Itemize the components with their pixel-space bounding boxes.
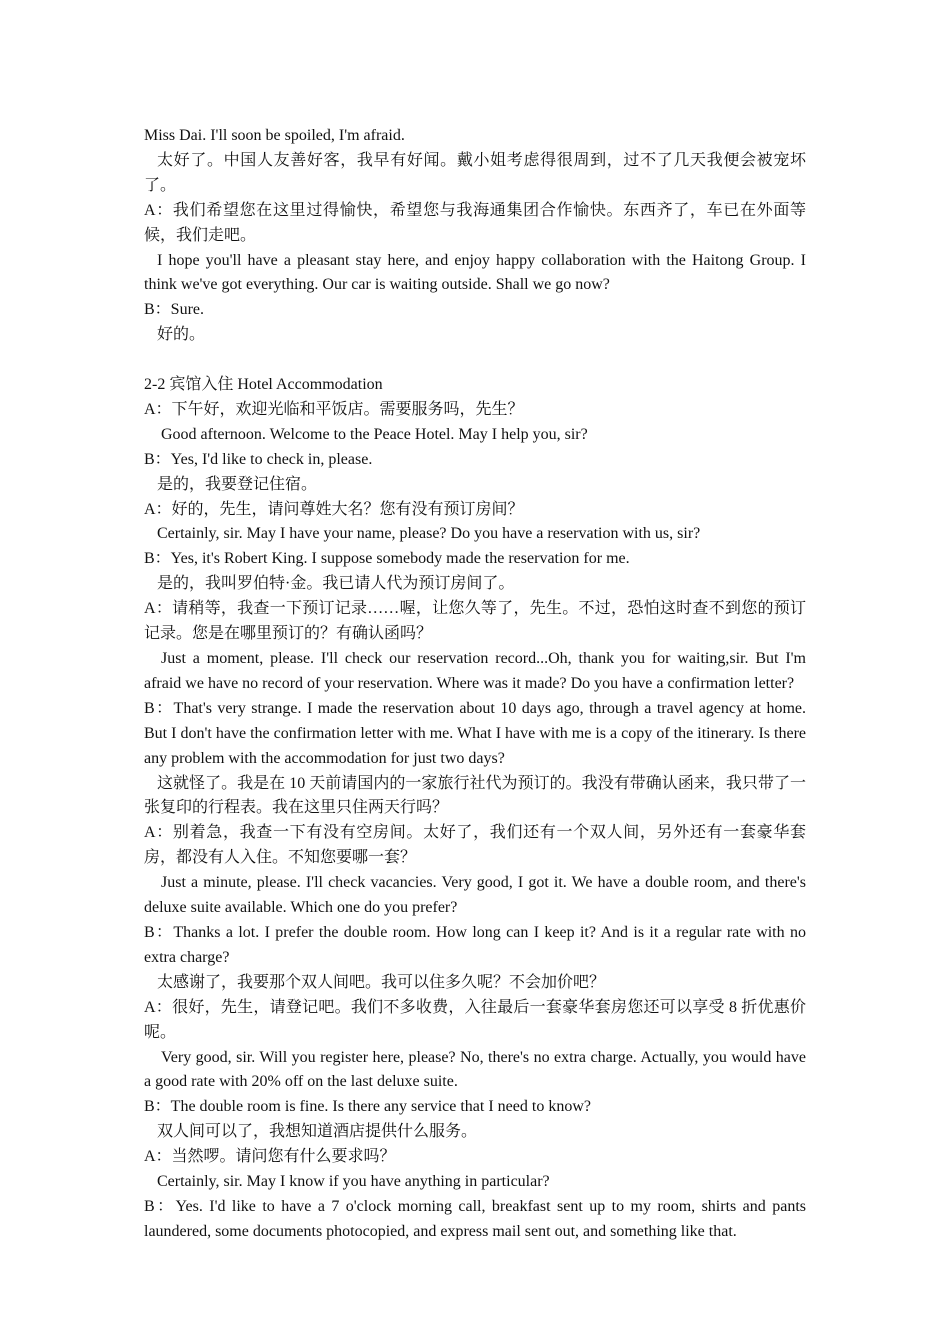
dialogue-line-english: I hope you'll have a pleasant stay here, and enjoy happy collaboration with the Haitong Group. I think we've got everything. Our car is waiting outside. Shall we go now?: [144, 251, 806, 294]
dialogue-line-speaker-a: A：请稍等，我查一下预订记录……喔，让您久等了，先生。不过，恐怕这时查不到您的预订记录。您是在哪里预订的？有确认函吗？: [144, 600, 806, 643]
dialogue-line-english: Just a moment, please. I'll check our reservation record...Oh, thank you for waiting,sir. But I'm afraid we have no record of your reservation. Where was it made? Do you have a confirmation letter?: [144, 650, 806, 692]
dialogue-line-english: Very good, sir. Will you register here, please? No, there's no extra charge. Actually, you would have a good rate with 20% off on the last deluxe suite.: [144, 1048, 806, 1091]
document-body: [144, 124, 806, 1245]
dialogue-line-speaker-b: B：That's very strange. I made the reservation about 10 days ago, through a travel agency at home. But I don't have the confirmation letter with me. What I have with me is a copy of the itinerary. Is there any problem with the accommodation for just two days?: [144, 699, 806, 767]
dialogue-line-speaker-a: A：当然啰。请问您有什么要求吗？: [144, 1148, 396, 1166]
dialogue-line-english: Miss Dai. I'll soon be spoiled, I'm afraid.: [144, 127, 405, 144]
section-heading: 2-2 宾馆入住 Hotel Accommodation: [144, 376, 383, 394]
dialogue-line-chinese: 是的，我要登记住宿。: [157, 475, 318, 493]
dialogue-line-chinese: 这就怪了。我是在 10 天前请国内的一家旅行社代为预订的。我没有带确认函来，我只带了一张复印的行程表。我在这里只住两天行吗？: [144, 774, 806, 817]
dialogue-line-speaker-a: A：很好，先生，请登记吧。我们不多收费，入往最后一套豪华套房您还可以享受 8 折优惠价呢。: [144, 998, 806, 1041]
dialogue-line-speaker-a: A：我们希望您在这里过得愉快，希望您与我海通集团合作愉快。东西齐了，车已在外面等候，我们走吧。: [144, 201, 806, 244]
dialogue-line-english: Certainly, sir. May I know if you have anything in particular?: [157, 1173, 550, 1191]
dialogue-line-english: Just a minute, please. I'll check vacancies. Very good, I got it. We have a double room, and there's deluxe suite available. Which one do you prefer?: [144, 874, 806, 917]
dialogue-line-speaker-b: B：Yes. I'd like to have a 7 o'clock morning call, breakfast sent up to my room, shirts and pants laundered, some documents photocopied, and express mail sent out, and something like that.: [144, 1197, 806, 1240]
dialogue-line-speaker-b: B：Sure.: [144, 301, 205, 319]
dialogue-line-chinese: 太好了。中国人友善好客，我早有好闻。戴小姐考虑得很周到，过不了几天我便会被宠坏了。: [144, 151, 806, 194]
dialogue-line-speaker-b: B：Yes, it's Robert King. I suppose somebody made the reservation for me.: [144, 550, 630, 568]
dialogue-line-chinese: 是的，我叫罗伯特·金。我已请人代为预订房间了。: [157, 575, 515, 593]
dialogue-line-speaker-a: A：下午好，欢迎光临和平饭店。需要服务吗，先生？: [144, 400, 524, 418]
dialogue-line-chinese: 好的。: [157, 326, 206, 344]
dialogue-line-speaker-a: A：别着急，我查一下有没有空房间。太好了，我们还有一个双人间，另外还有一套豪华套房，都没有人入住。不知您要哪一套？: [144, 824, 806, 867]
section-spacer: [144, 348, 806, 373]
dialogue-line-chinese: 太感谢了，我要那个双人间吧。我可以住多久呢？不会加价吧？: [157, 973, 606, 991]
dialogue-line-chinese: 双人间可以了，我想知道酒店提供什么服务。: [157, 1123, 478, 1141]
dialogue-line-english: Good afternoon. Welcome to the Peace Hotel. May I help you, sir?: [161, 425, 588, 443]
dialogue-line-speaker-b: B：Yes, I'd like to check in, please.: [144, 450, 373, 468]
dialogue-line-speaker-a: A：好的，先生，请问尊姓大名？您有没有预订房间？: [144, 500, 524, 518]
dialogue-line-speaker-b: B：Thanks a lot. I prefer the double room. How long can I keep it? And is it a regular rate with no extra charge?: [144, 923, 806, 966]
dialogue-line-speaker-b: B：The double room is fine. Is there any service that I need to know?: [144, 1098, 591, 1116]
dialogue-line-english: Certainly, sir. May I have your name, please? Do you have a reservation with us, sir?: [157, 525, 701, 543]
